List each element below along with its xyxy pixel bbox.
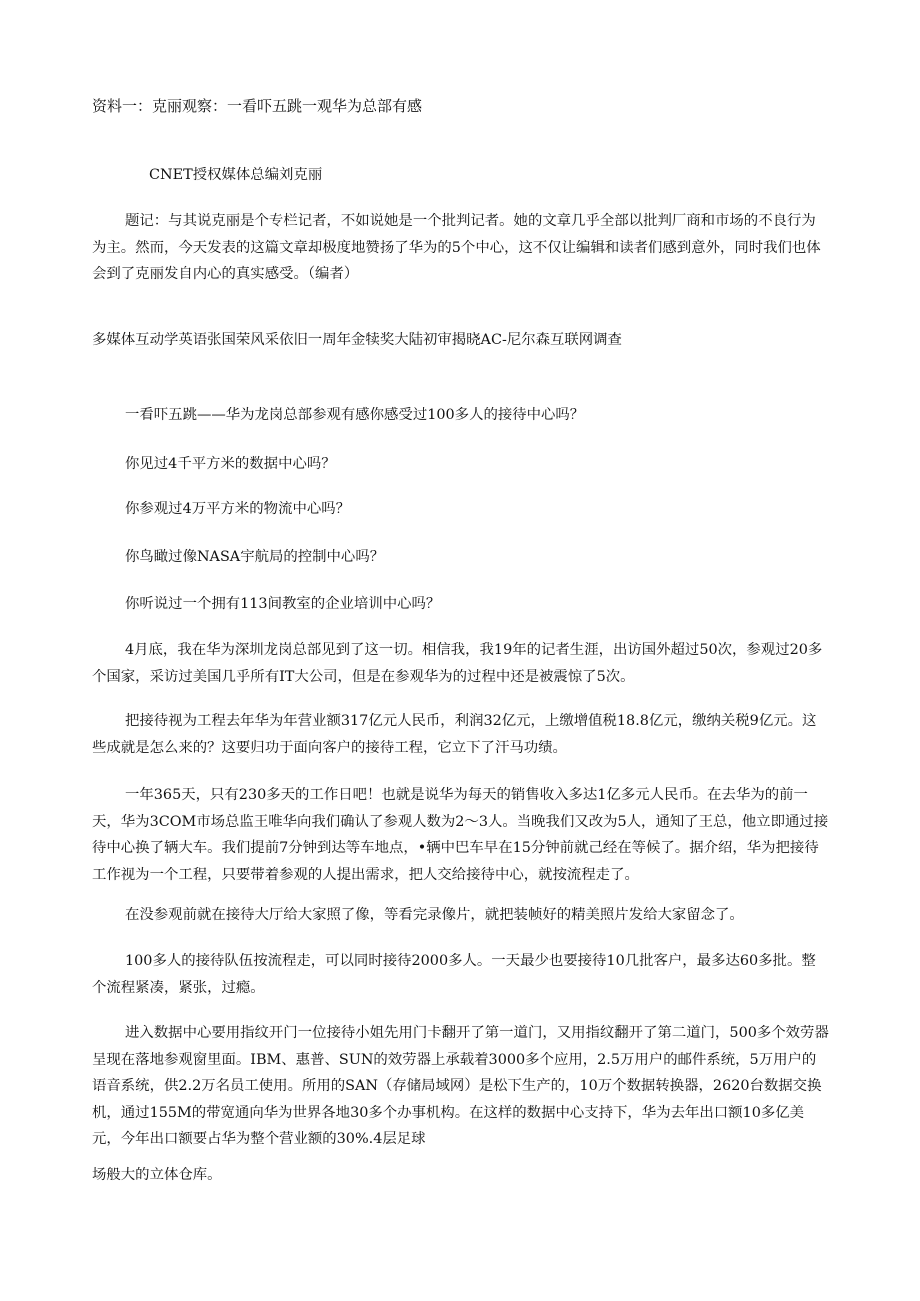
paragraph-daily-sales: 一年365天，只有230多天的工作日吧！也就是说华为每天的销售收入多达1亿多元人民币。在去华为的前一天，华为3COM市场总监王唯华向我们确认了参观人数为2～3人。当晚我们又改为5人，通知了王总，他立即通过接待中心换了辆大车。我们提前7分钟到达等车地点，•辆中巴车早在15分钟前就己经在等候了。据介绍，华为把接待工作视为一个工程，只要带着参观的人提出需求，把人交给接待中心，就按流程走了。 [92,787,829,883]
question-data-center: 你见过4千平方米的数据中心吗？ [125,456,336,472]
question-reception-center: 一看吓五跳——华为龙岗总部参观有感你感受过100多人的接待中心吗？ [125,407,585,423]
paragraph-visit-intro: 4月底，我在华为深圳龙岗总部见到了这一切。相信我，我19年的记者生涯，出访国外超过50次，参观过20多个国家，采访过美国几乎所有IT大公司，但是在参观华为的过程中还是被震惊了5次。 [92,642,823,685]
paragraph-reception-team: 100多人的接待队伍按流程走，可以同时接待2000多人。一天最少也要接待10几批客户，最多达60多批。整个流程紧凑，紧张，过瘾。 [92,953,816,996]
question-control-center: 你鸟瞰过像NASA宇航局的控制中心吗？ [125,549,385,565]
document-title: 资料一：克丽观察：一看吓五跳一观华为总部有感 [92,97,423,115]
nav-links-line: 多媒体互动学英语张国荣风采依旧一周年金犊奖大陆初审揭晓AC-尼尔森互联网调查 [92,332,622,348]
paragraph-warehouse: 场般大的立体仓库。 [92,1167,222,1183]
paragraph-photos: 在没参观前就在接待大厅给大家照了像，等看完录像片，就把装帧好的精美照片发给大家留念了。 [125,907,744,923]
paragraph-reception-engineering: 把接待视为工程去年华为年营业额317亿元人民币，利润32亿元，上缴增值税18.8亿元，缴纳关税9亿元。这些成就是怎么来的？这要归功于面向客户的接待工程，它立下了汗马功绩。 [92,713,817,756]
question-logistics-center: 你参观过4万平方米的物流中心吗？ [125,501,351,517]
paragraph-data-center: 进入数据中心要用指纹开门一位接待小姐先用门卡翻开了第一道门，又用指纹翻开了第二道门，500多个效劳器呈现在落地参观窗里面。IBM、惠普、SUN的效劳器上承载着3000多个应用，2.5万用户的邮件系统，5万用户的语音系统，供2.2万名员工使用。所用的SAN（存储局域网）是松下生产的，10万个数据转换器，2620台数据交换机，通过155M的带宽通向华为世界各地30多个办事机构。在这样的数据中心支持下，华为去年出口额10多亿美元，今年出口额要占华为整个营业额的30%.4层足球 [92,1025,829,1147]
foreword-paragraph: 题记：与其说克丽是个专栏记者，不如说她是一个批判记者。她的文章几乎全部以批判厂商和市场的不良行为为主。然而，今天发表的这篇文章却极度地赞扬了华为的5个中心，这不仅让编辑和读者们感到意外，同时我们也体会到了克丽发自内心的真实感受。（编者） [92,213,821,282]
question-training-center: 你听说过一个拥有113间教室的企业培训中心吗？ [125,596,441,612]
byline: CNET授权媒体总编刘克丽 [149,167,323,183]
